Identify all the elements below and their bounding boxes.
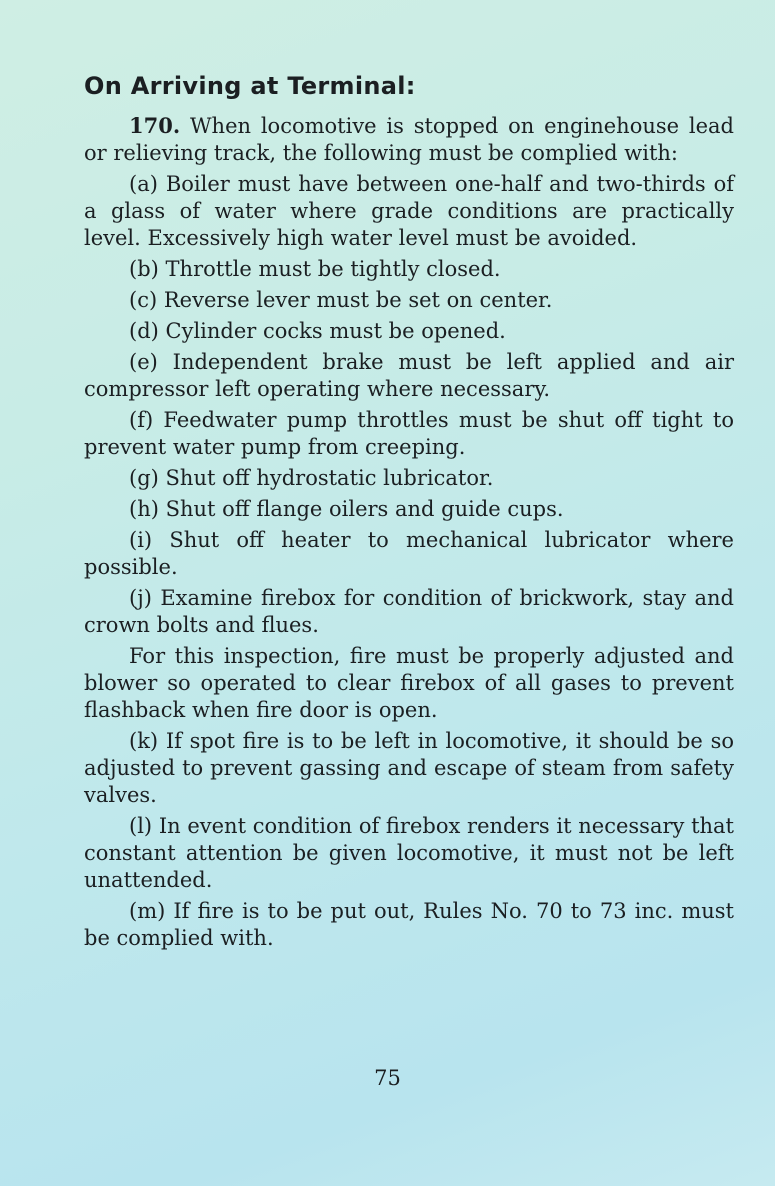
item-text: Independent brake must be left applied and air compressor left operating where necessary.	[84, 350, 734, 401]
item-text: Examine firebox for condition of brickwork, stay and crown bolts and flues.	[84, 586, 734, 637]
item-k	[84, 728, 734, 809]
item-text: If fire is to be put out, Rules No. 70 to 73 inc. must be complied with.	[84, 899, 734, 950]
item-label: (i)	[129, 528, 153, 552]
item-c	[84, 287, 734, 314]
item-label: (d)	[129, 319, 159, 343]
item-text: Shut off heater to mechanical lubricator where possible.	[84, 528, 734, 579]
item-label: (a)	[129, 172, 158, 196]
item-text: Reverse lever must be set on center.	[163, 288, 553, 312]
item-text: In event condition of firebox renders it necessary that constant attention be given locomotive, it must not be left unattended.	[84, 814, 734, 892]
item-label: (e)	[129, 350, 158, 374]
item-text: Throttle must be tightly closed.	[165, 257, 501, 281]
page-number: 75	[374, 1066, 401, 1090]
item-j	[84, 585, 734, 639]
rulebook-page	[84, 72, 734, 956]
item-f	[84, 407, 734, 461]
item-label: (h)	[129, 497, 159, 521]
item-label: (k)	[129, 729, 159, 753]
item-i	[84, 527, 734, 581]
item-label: (g)	[129, 466, 159, 490]
item-g	[84, 465, 734, 492]
item-h	[84, 496, 734, 523]
item-b	[84, 256, 734, 283]
item-label: (f)	[129, 408, 154, 432]
item-a	[84, 171, 734, 252]
item-label: (b)	[129, 257, 159, 281]
item-e	[84, 349, 734, 403]
item-label: (c)	[129, 288, 158, 312]
item-text: Cylinder cocks must be opened.	[165, 319, 506, 343]
item-label: (l)	[129, 814, 153, 838]
rule-intro-text: When locomotive is stopped on enginehouse lead or relieving track, the following must be complied with:	[84, 114, 734, 165]
item-text: If spot fire is to be left in locomotive, it should be so adjusted to prevent gassing and escape of steam from safety valves.	[84, 729, 734, 807]
item-text: Shut off hydrostatic lubricator.	[165, 466, 494, 490]
item-text: Shut off flange oilers and guide cups.	[165, 497, 564, 521]
inspection-note: For this inspection, fire must be properly adjusted and blower so operated to clear firebox of all gases to prevent flashback when fire door is open.	[84, 644, 734, 722]
rule-170-intro	[84, 112, 734, 167]
item-text: Feedwater pump throttles must be shut off tight to prevent water pump from creeping.	[84, 408, 734, 459]
item-d	[84, 318, 734, 345]
item-m	[84, 898, 734, 952]
item-label: (m)	[129, 899, 166, 923]
item-label: (j)	[129, 586, 152, 610]
item-l	[84, 813, 734, 894]
item-text: Boiler must have between one-half and two-thirds of a glass of water where grade conditions are practically level. Excessively high water level must be avoided.	[84, 172, 734, 250]
section-heading: On Arriving at Terminal:	[84, 72, 416, 100]
rule-number: 170.	[129, 113, 181, 138]
